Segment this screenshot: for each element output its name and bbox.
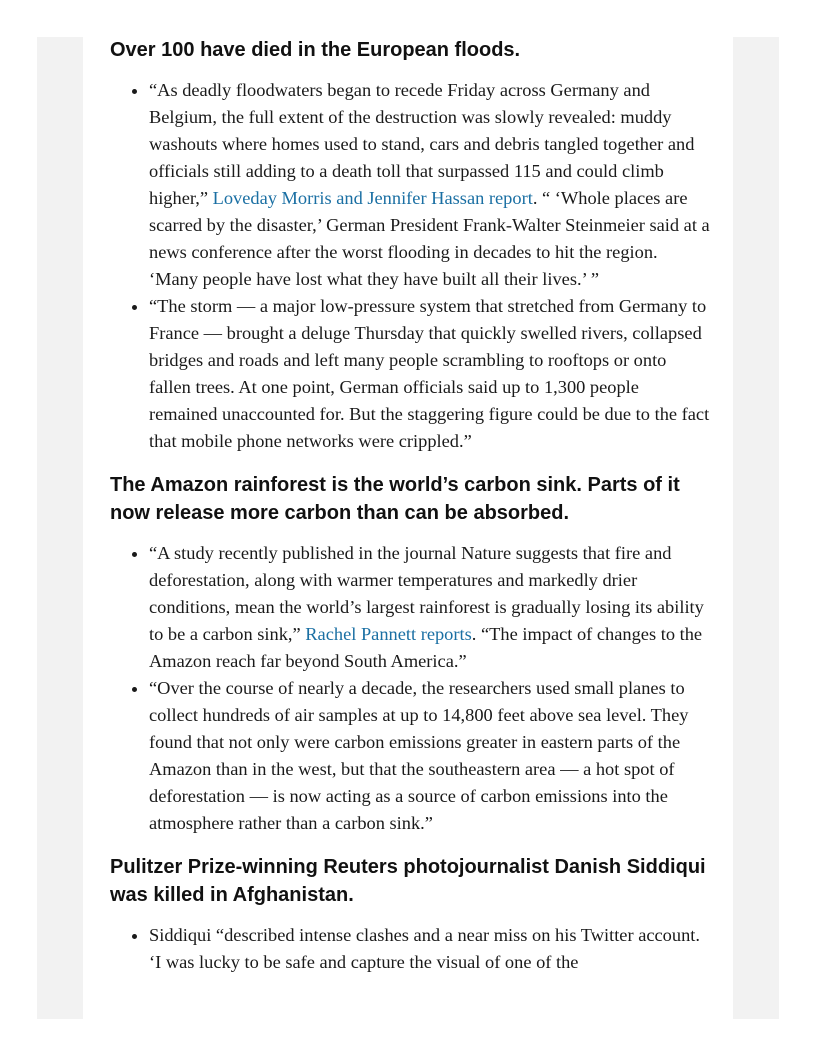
bullet-text: . “The impact of changes to the Amazon reach far beyond South America.” (149, 624, 703, 671)
bullet-list-amazon (110, 540, 710, 837)
bullet-list-siddiqui (110, 922, 710, 976)
article-body (110, 36, 710, 992)
list-item (149, 922, 710, 976)
left-gutter (37, 37, 83, 1019)
article-link[interactable]: Rachel Pannett reports (305, 624, 472, 644)
bullet-list-floods (110, 77, 710, 455)
list-item (149, 675, 710, 837)
right-gutter (733, 37, 779, 1019)
section-heading-floods: Over 100 have died in the European floods. (110, 39, 521, 61)
section-heading-siddiqui: Pulitzer Prize-winning Reuters photojournalist Danish Siddiqui was killed in Afghanistan. (110, 856, 706, 906)
bullet-text: . “ ‘Whole places are scarred by the disaster,’ German President Frank-Walter Steinmeier said at a news conference after the worst flooding in decades to hit the region. ‘Many people have lost what they have built all their lives.’ ” (149, 188, 710, 289)
list-item (149, 540, 710, 675)
section-heading-amazon: The Amazon rainforest is the world’s carbon sink. Parts of it now release more carbon than can be absorbed. (110, 474, 680, 524)
list-item (149, 77, 710, 293)
article-link[interactable]: Loveday Morris and Jennifer Hassan report (212, 188, 533, 208)
list-item (149, 293, 710, 455)
bullet-text: “A study recently published in the journal Nature suggests that fire and deforestation, along with warmer temperatures and markedly drier conditions, mean the world’s largest rainforest is gradually losing its ability to be a carbon sink,” (149, 543, 704, 644)
bullet-text: Siddiqui “described intense clashes and a near miss on his Twitter account. ‘I was lucky to be safe and capture the visual of one of the (149, 925, 700, 972)
bullet-text: “Over the course of nearly a decade, the researchers used small planes to collect hundreds of air samples at up to 14,800 feet above sea level. They found that not only were carbon emissions greater in eastern parts of the Amazon than in the west, but that the southeastern area — a hot spot of deforestation — is now acting as a source of carbon emissions into the atmosphere rather than a carbon sink.” (149, 678, 689, 833)
bullet-text: “The storm — a major low-pressure system that stretched from Germany to France — brought a deluge Thursday that quickly swelled rivers, collapsed bridges and roads and left many people scrambling to rooftops or onto fallen trees. At one point, German officials said up to 1,300 people remained unaccounted for. But the staggering figure could be due to the fact that mobile phone networks were crippled.” (149, 296, 710, 451)
bullet-text: “As deadly floodwaters began to recede Friday across Germany and Belgium, the full extent of the destruction was slowly revealed: muddy washouts where homes used to stand, cars and debris tangled together and officials still adding to a death toll that surpassed 115 and could climb higher,” (149, 80, 695, 208)
